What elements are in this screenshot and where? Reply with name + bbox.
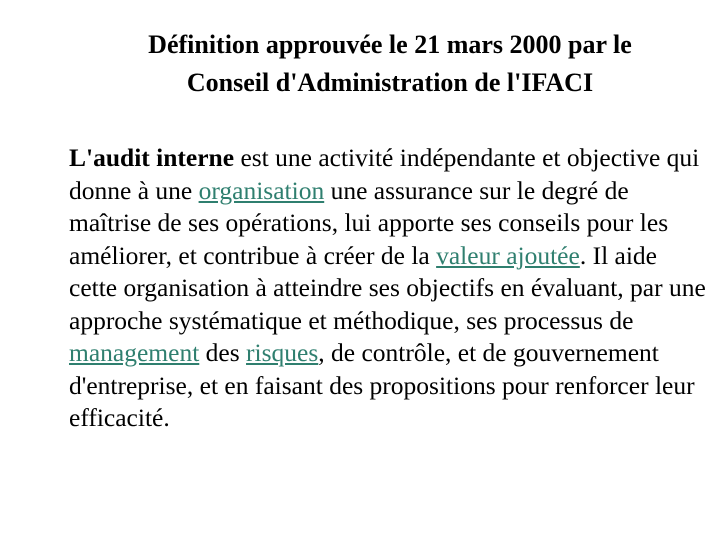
definition-text-4: des [199,338,247,367]
title-line-2: Conseil d'Administration de l'IFACI [186,68,594,97]
page-title [60,26,720,102]
link-management[interactable]: management [69,338,200,367]
link-risques[interactable]: risques [246,338,319,367]
title-line-1: Définition approuvée le 21 mars 2000 par le [148,30,632,59]
definition-text-1: est une activité indépendante et objective qui donne à une [69,143,700,205]
definition-text-2: une assurance sur le degré de maîtrise de ses opérations, lui apporte ses conseils pour les améliorer, et contribue à créer de la [69,175,669,270]
definition-text-5: , de contrôle, et de gouvernement d'entreprise, et en faisant des propositions pour renforcer leur efficacité. [69,338,695,432]
definition-paragraph [69,142,709,435]
link-valeur-ajoutee[interactable]: valeur ajoutée [436,240,580,270]
definition-lead-term: L'audit interne [69,143,235,172]
link-organisation[interactable]: organisation [198,175,325,205]
definition-text-3: . Il aide cette organisation à atteindre ses objectifs en évaluant, par une approche systématique et méthodique, ses processus de [69,240,706,335]
